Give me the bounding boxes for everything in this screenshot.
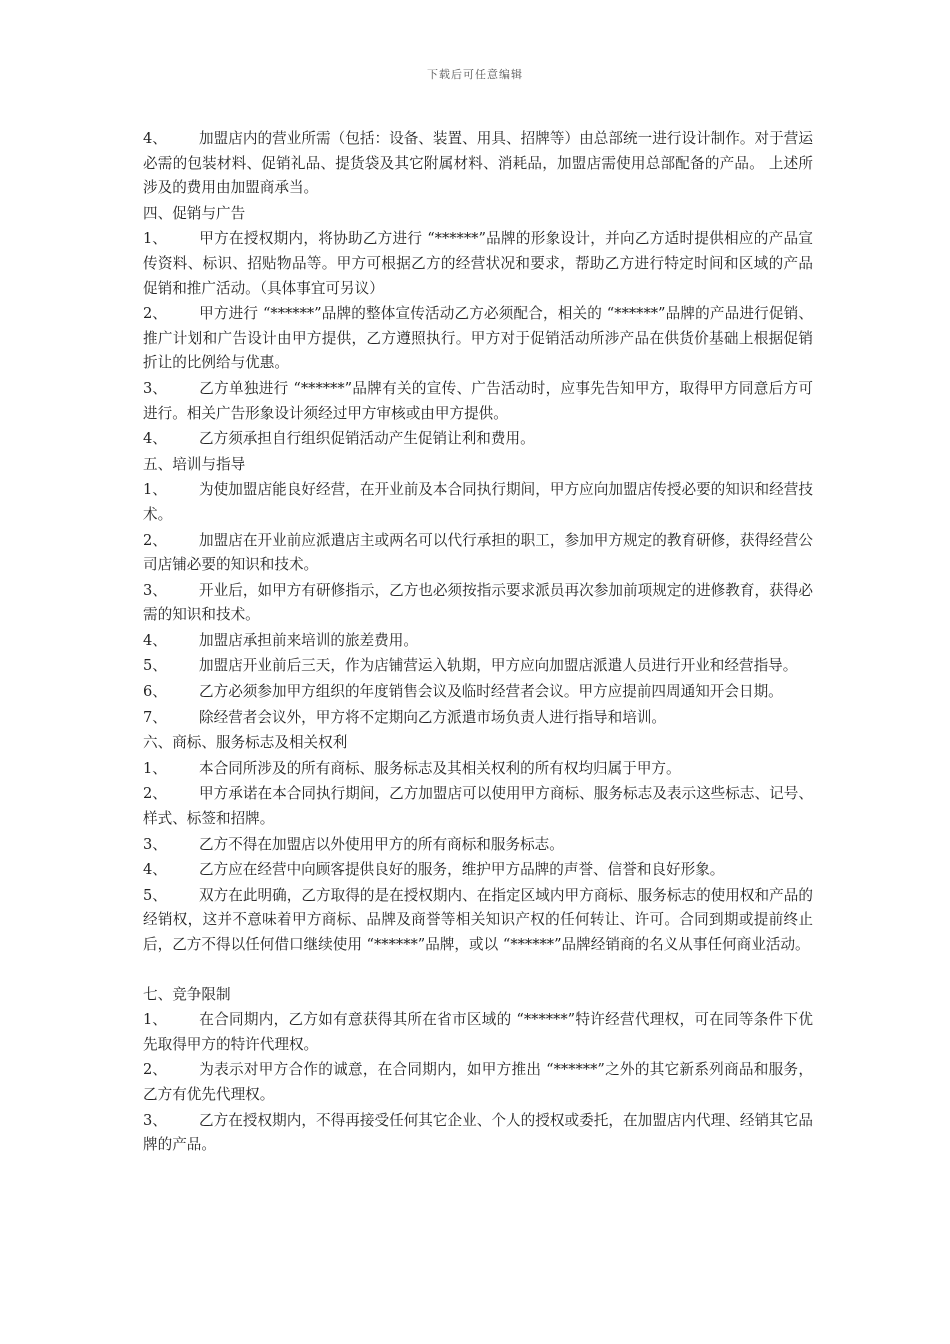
clause-text: 甲方进行 “******”品牌的整体宣传活动乙方必须配合，相关的 “******”品牌的产品进行促销、推广计划和广告设计由甲方提供，乙方遵照执行。甲方对于促销活动所涉产品在供货价基础上根据促销折让的比例给与优惠。 (143, 305, 813, 372)
clause-text: 甲方在授权期内，将协助乙方进行 “******”品牌的形象设计，并向乙方适时提供相应的产品宣传资料、标识、招贴物品等。甲方可根据乙方的经营状况和要求，帮助乙方进行特定时间和区域的产品促销和推广活动。（具体事宜可另议） (143, 230, 813, 297)
clause-item (143, 579, 813, 628)
clause-item (143, 227, 813, 301)
clause-item (143, 757, 813, 782)
clause-item (143, 858, 813, 883)
section-heading: 七、竞争限制 (143, 985, 231, 1003)
clause-item (143, 478, 813, 527)
clause-item (143, 427, 813, 452)
clause-number: 4、 (143, 430, 167, 448)
clause-text: 本合同所涉及的所有商标、服务标志及其相关权利的所有权均归属于甲方。 (199, 759, 681, 777)
clause-text: 乙方在授权期内，不得再接受任何其它企业、个人的授权或委托，在加盟店内代理、经销其它品牌的产品。 (143, 1111, 813, 1154)
section-heading: 六、商标、服务标志及相关权利 (143, 734, 348, 752)
clause-text: 乙方须承担自行组织促销活动产生促销让利和费用。 (199, 430, 535, 448)
clause-number: 1、 (143, 1011, 167, 1029)
clause-number: 2、 (143, 785, 167, 803)
clause-number: 4、 (143, 861, 167, 879)
clause-number: 2、 (143, 531, 167, 549)
clause-item (143, 302, 813, 376)
clause-text: 乙方不得在加盟店以外使用甲方的所有商标和服务标志。 (199, 835, 564, 853)
clause-item (143, 127, 813, 201)
clause-item (143, 1008, 813, 1057)
clause-text: 加盟店承担前来培训的旅差费用。 (199, 631, 418, 649)
clause-number: 3、 (143, 835, 167, 853)
clause-item (143, 884, 813, 958)
clause-number: 5、 (143, 886, 167, 904)
clause-text: 为使加盟店能良好经营，在开业前及本合同执行期间，甲方应向加盟店传授必要的知识和经营技术。 (143, 481, 813, 523)
clause-item (143, 529, 813, 578)
clause-text: 甲方承诺在本合同执行期间，乙方加盟店可以使用甲方商标、服务标志及表示这些标志、记号、样式、标签和招牌。 (143, 785, 813, 828)
clause-text: 乙方单独进行 “******”品牌有关的宣传、广告活动时，应事先告知甲方，取得甲方同意后方可进行。相关广告形象设计须经过甲方审核或由甲方提供。 (143, 379, 813, 422)
clause-number: 3、 (143, 1111, 167, 1129)
clause-item (143, 377, 813, 426)
clause-number: 7、 (143, 708, 167, 726)
clause-item (143, 654, 813, 679)
clause-item (143, 629, 813, 654)
clause-item (143, 833, 813, 858)
clause-item (143, 1058, 813, 1107)
clause-item (143, 1109, 813, 1158)
clause-text: 加盟店内的营业所需（包括：设备、装置、用具、招牌等）由总部统一进行设计制作。对于营运必需的包装材料、促销礼品、提货袋及其它附属材料、消耗品，加盟店需使用总部配备的产品。 上述所涉及的费用由加盟商承当。 (143, 130, 813, 197)
clause-number: 3、 (143, 581, 167, 599)
clause-number: 2、 (143, 1061, 167, 1079)
clause-text: 为表示对甲方合作的诚意，在合同期内，如甲方推出 “******”之外的其它新系列商品和服务，乙方有优先代理权。 (143, 1061, 813, 1103)
clause-text: 乙方应在经营中向顾客提供良好的服务，维护甲方品牌的声誉、信誉和良好形象。 (199, 861, 725, 879)
clause-number: 6、 (143, 683, 167, 701)
clause-number: 4、 (143, 631, 167, 649)
clause-item (143, 782, 813, 831)
section-heading: 四、促销与广告 (143, 204, 246, 222)
clause-number: 5、 (143, 657, 167, 675)
clause-number: 3、 (143, 379, 167, 397)
clause-number: 2、 (143, 305, 167, 323)
clause-number: 1、 (143, 230, 167, 248)
clause-text: 加盟店开业前后三天，作为店铺营运入轨期，甲方应向加盟店派遣人员进行开业和经营指导。 (199, 657, 798, 675)
clause-text: 乙方必须参加甲方组织的年度销售会议及临时经营者会议。甲方应提前四周通知开会日期。 (199, 683, 783, 701)
clause-text: 除经营者会议外，甲方将不定期向乙方派遣市场负责人进行指导和培训。 (199, 708, 667, 726)
clause-text: 双方在此明确，乙方取得的是在授权期内、在指定区域内甲方商标、服务标志的使用权和产品的经销权，这并不意味着甲方商标、品牌及商誉等相关知识产权的任何转让、许可。合同到期或提前终止后，乙方不得以任何借口继续使用 “******”品牌，或以 “******”品牌经销商的名义从事任何商业活动。 (143, 886, 813, 953)
document-body (143, 127, 813, 1159)
section-heading: 五、培训与指导 (143, 455, 246, 473)
clause-text: 在合同期内，乙方如有意获得其所在省市区域的 “******”特许经营代理权，可在同等条件下优先取得甲方的特许代理权。 (143, 1011, 813, 1053)
header-note: 下载后可任意编辑 (427, 68, 523, 81)
clause-number: 4、 (143, 130, 167, 147)
clause-item (143, 680, 813, 705)
clause-item (143, 706, 813, 731)
clause-text: 加盟店在开业前应派遣店主或两名可以代行承担的职工，参加甲方规定的教育研修，获得经营公司店铺必要的知识和技术。 (143, 531, 813, 574)
paragraph-gap (143, 959, 813, 983)
clause-text: 开业后，如甲方有研修指示，乙方也必须按指示要求派员再次参加前项规定的进修教育，获得必需的知识和技术。 (143, 581, 813, 624)
clause-number: 1、 (143, 481, 167, 499)
clause-number: 1、 (143, 759, 167, 777)
